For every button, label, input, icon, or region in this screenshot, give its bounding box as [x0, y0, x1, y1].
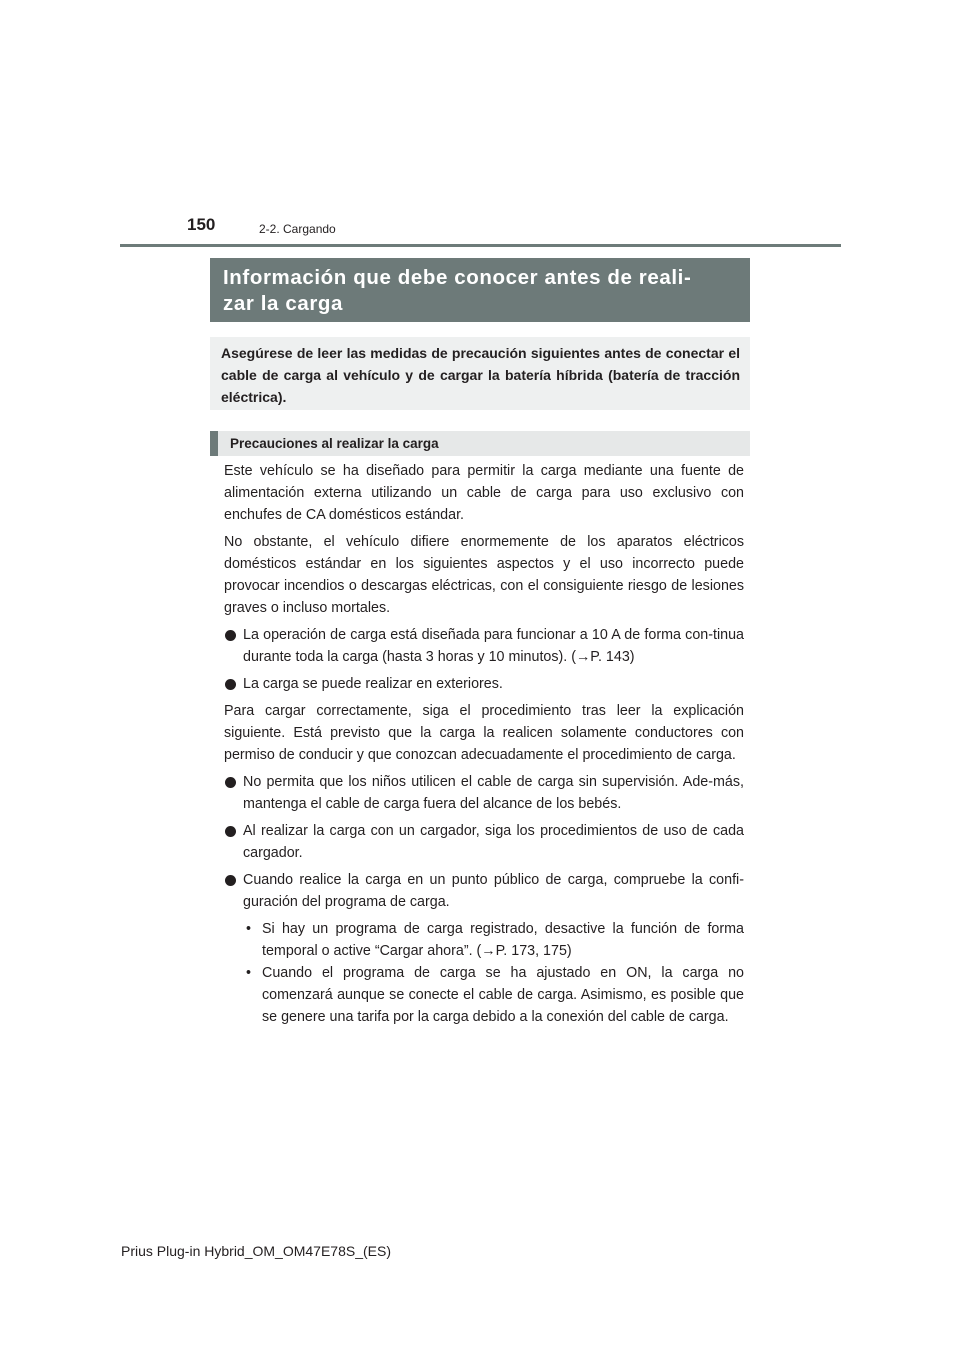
page-title	[210, 258, 750, 322]
paragraph: Para cargar correctamente, siga el procedimiento tras leer la explicación siguiente. Está previsto que la carga la realicen solamente conductores con permiso de conducir y que conozcan adecuadamente el procedimiento de carga.	[224, 703, 744, 763]
paragraph: No obstante, el vehículo difiere enormemente de los aparatos eléctricos domésticos estándar en los siguientes aspectos y el uso incorrecto puede provocar incendios o descargas eléctricas, con el consiguiente riesgo de lesiones graves o incluso mortales.	[224, 534, 744, 616]
bullet-item	[224, 673, 744, 695]
sub-bullet-mark: •	[246, 965, 252, 981]
bullet-item	[224, 624, 744, 668]
sub-bullet-text: Si hay un programa de carga registrado, desactive la función de forma temporal o active “Cargar ahora”. (→P. 173, 175)	[262, 921, 744, 959]
intro-notice: Asegúrese de leer las medidas de precaución siguientes antes de conectar el cable de carga al vehículo y de cargar la batería híbrida (batería de tracción eléctrica).	[210, 337, 750, 410]
bullet-dot-icon	[225, 679, 236, 690]
bullet-item	[224, 771, 744, 815]
page-title-line-2: zar la carga	[223, 292, 344, 315]
bullet-text: La carga se puede realizar en exteriores.	[243, 676, 503, 692]
page-title-line-1: Información que debe conocer antes de reali-	[223, 266, 692, 289]
bullet-item	[224, 869, 744, 913]
footer-manual-id: Prius Plug-in Hybrid_OM_OM47E78S_(ES)	[121, 1243, 391, 1259]
page-number: 150	[187, 215, 216, 234]
bullet-text: Cuando realice la carga en un punto público de carga, compruebe la confi-guración del programa de carga.	[243, 872, 744, 910]
section-heading: Precauciones al realizar la carga	[210, 431, 750, 456]
breadcrumb: 2-2. Cargando	[259, 222, 336, 236]
body-content	[224, 460, 744, 1028]
bullet-item	[224, 820, 744, 864]
sub-bullet-item	[243, 962, 744, 1028]
sub-bullet-item	[243, 918, 744, 962]
bullet-dot-icon	[225, 777, 236, 788]
bullet-text: Al realizar la carga con un cargador, siga los procedimientos de uso de cada cargador.	[243, 823, 744, 861]
bullet-text: La operación de carga está diseñada para funcionar a 10 A de forma con-tinua durante toda la carga (hasta 3 horas y 10 minutos). (→P. 143)	[243, 627, 744, 665]
sub-bullet-mark: •	[246, 921, 252, 937]
header-divider	[120, 244, 841, 247]
bullet-text: No permita que los niños utilicen el cable de carga sin supervisión. Ade-más, mantenga el cable de carga fuera del alcance de los bebés.	[243, 774, 744, 812]
paragraph: Este vehículo se ha diseñado para permitir la carga mediante una fuente de alimentación externa utilizando un cable de carga para uso exclusivo con enchufes de CA domésticos estándar.	[224, 463, 744, 523]
sub-bullet-text: Cuando el programa de carga se ha ajustado en ON, la carga no comenzará aunque se conecte el cable de carga. Asimismo, es posible que se genere una tarifa por la carga debido a la conexión del cable de carga.	[262, 965, 744, 1025]
bullet-dot-icon	[225, 630, 236, 641]
bullet-dot-icon	[225, 826, 236, 837]
bullet-dot-icon	[225, 875, 236, 886]
